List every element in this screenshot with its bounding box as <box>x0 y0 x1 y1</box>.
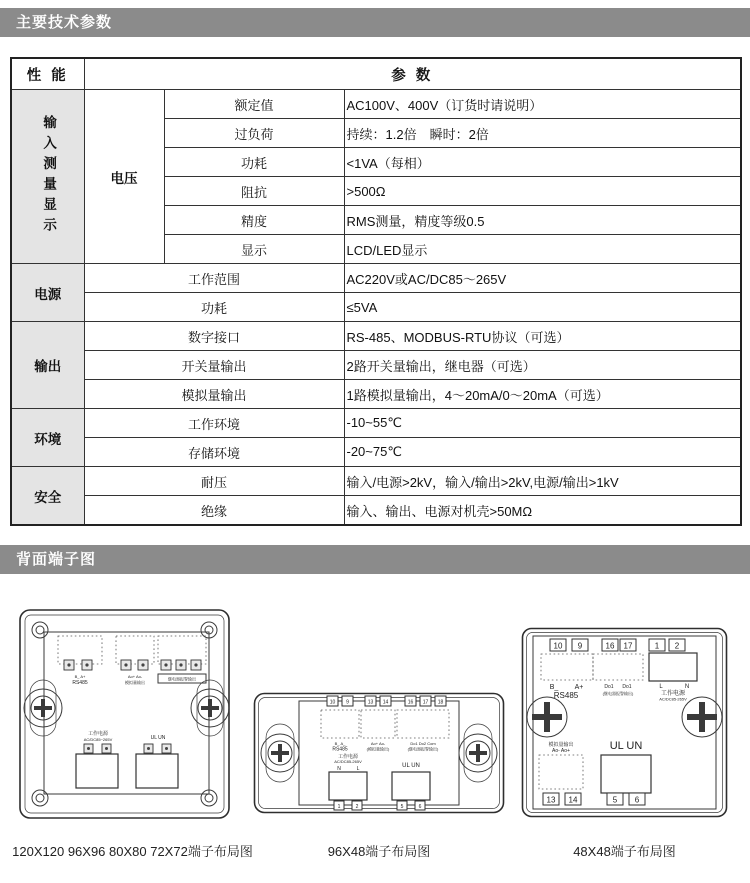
value-cell: RS-485、MODBUS-RTU协议（可选） <box>344 322 741 351</box>
attr-cell: 精度 <box>164 206 344 235</box>
svg-text:RS485: RS485 <box>332 746 348 753</box>
svg-text:Do1 Do2 Com: Do1 Do2 Com <box>410 741 436 746</box>
table-row <box>11 90 741 119</box>
svg-text:13: 13 <box>367 699 374 706</box>
svg-text:18: 18 <box>437 699 444 706</box>
svg-text:6: 6 <box>634 795 640 805</box>
svg-text:N: N <box>684 684 690 690</box>
svg-text:N: N <box>337 766 341 772</box>
category-environment: 环境 <box>11 409 84 467</box>
category-output: 输出 <box>11 322 84 409</box>
analog-output-terminal-group <box>361 710 395 752</box>
table-row <box>11 409 741 438</box>
attr-cell: 过负荷 <box>164 119 344 148</box>
attr-cell: 耐压 <box>84 467 344 496</box>
category-input-display <box>11 90 84 264</box>
top-terminal-row <box>327 696 446 706</box>
value-cell: 2路开关量输出，继电器（可选） <box>344 351 741 380</box>
subcategory-voltage: 电压 <box>84 90 164 264</box>
diagram-caption-96x48: 96X48端子布局图 <box>327 844 431 859</box>
table-row <box>11 322 741 351</box>
section-title-main-specs: 主要技术参数 <box>0 8 750 37</box>
svg-text:Ao- Ao+: Ao- Ao+ <box>552 748 570 754</box>
svg-text:B_ A+: B_ A+ <box>74 674 86 679</box>
value-cell: AC220V或AC/DC85～265V <box>344 264 741 293</box>
svg-text:5: 5 <box>400 804 404 810</box>
voltage-input-terminal-block <box>392 763 430 810</box>
svg-text:17: 17 <box>422 699 429 706</box>
panel-screw-icon <box>24 680 62 736</box>
terminal-diagram-120x120 <box>18 608 231 825</box>
attr-cell: 阻抗 <box>164 177 344 206</box>
table-row <box>11 293 741 322</box>
relay-output-terminal-group <box>158 636 206 683</box>
attr-cell: 数字接口 <box>84 322 344 351</box>
svg-text:1: 1 <box>337 804 341 810</box>
param-header: 参 数 <box>84 58 741 90</box>
value-cell: 持续：1.2倍 瞬时：2倍 <box>344 119 741 148</box>
attr-cell: 功耗 <box>84 293 344 322</box>
value-cell: LCD/LED显示 <box>344 235 741 264</box>
svg-text:5: 5 <box>612 795 618 805</box>
table-row <box>11 264 741 293</box>
attr-cell: 绝缘 <box>84 496 344 526</box>
table-row <box>11 467 741 496</box>
attr-cell: 存储环境 <box>84 438 344 467</box>
svg-text:13: 13 <box>546 795 556 805</box>
power-terminal-block <box>649 653 697 702</box>
value-cell: -10~55℃ <box>344 409 741 438</box>
table-row <box>11 438 741 467</box>
svg-text:Do1: Do1 <box>622 684 632 690</box>
value-cell: ≤5VA <box>344 293 741 322</box>
attr-cell: 功耗 <box>164 148 344 177</box>
value-cell: AC100V、400V（订货时请说明） <box>344 90 741 119</box>
value-cell: 输入/电源>2kV，输入/输出>2kV,电源/输出>1kV <box>344 467 741 496</box>
svg-text:UL UN: UL UN <box>150 735 166 741</box>
svg-text:Do1: Do1 <box>604 684 614 690</box>
svg-text:RS485: RS485 <box>553 691 579 700</box>
svg-text:工作电源: 工作电源 <box>87 731 109 737</box>
value-cell: 输入、输出、电源对机壳>50MΩ <box>344 496 741 526</box>
svg-text:(模拟量输出): (模拟量输出) <box>366 746 390 752</box>
table-row <box>11 351 741 380</box>
analog-output-terminal-group <box>116 636 154 685</box>
attr-cell: 工作环境 <box>84 409 344 438</box>
svg-text:AC/DC85-265V: AC/DC85-265V <box>334 759 362 764</box>
svg-text:(继电器报警输出): (继电器报警输出) <box>407 746 439 752</box>
svg-text:工作电源: 工作电源 <box>337 754 359 760</box>
category-label: 输入测量显示 <box>41 115 57 238</box>
svg-text:Ao+ Ao-: Ao+ Ao- <box>127 674 143 679</box>
category-safety: 安全 <box>11 467 84 526</box>
svg-text:模拟量输出: 模拟量输出 <box>125 680 145 685</box>
svg-text:(继电器报警输出): (继电器报警输出) <box>602 691 634 696</box>
svg-text:B_ A_: B_ A_ <box>334 741 346 746</box>
svg-text:B_: B_ <box>549 684 559 691</box>
svg-text:6: 6 <box>418 804 422 810</box>
svg-text:9: 9 <box>577 641 583 651</box>
svg-text:Ao+ Ao-: Ao+ Ao- <box>370 741 386 746</box>
panel-screw-icon <box>261 724 299 782</box>
power-terminal-block <box>329 753 367 810</box>
perf-header: 性 能 <box>11 58 84 90</box>
analog-output-terminal-group <box>539 741 583 805</box>
category-power: 电源 <box>11 264 84 322</box>
relay-output-terminal-group <box>593 654 643 696</box>
table-header-row <box>11 58 741 90</box>
svg-text:2: 2 <box>355 804 359 810</box>
svg-text:L: L <box>659 684 663 690</box>
svg-text:17: 17 <box>623 641 633 651</box>
table-row <box>11 380 741 409</box>
rs485-terminal-group <box>58 636 102 686</box>
terminal-diagram-96x48 <box>253 692 505 819</box>
svg-text:AC/DC85~265V: AC/DC85~265V <box>83 737 113 742</box>
svg-text:14: 14 <box>568 795 578 805</box>
value-cell: RMS测量，精度等级0.5 <box>344 206 741 235</box>
svg-text:工作电源: 工作电源 <box>660 691 686 697</box>
top-terminal-row <box>550 639 685 651</box>
voltage-input-terminal-block <box>136 735 178 788</box>
power-terminal-block <box>76 730 118 788</box>
svg-text:10: 10 <box>553 641 563 651</box>
value-cell: 1路模拟量输出，4～20mA/0～20mA（可选） <box>344 380 741 409</box>
section-title-rear-terminals: 背面端子图 <box>0 545 750 574</box>
svg-text:9: 9 <box>346 699 349 706</box>
attr-cell: 额定值 <box>164 90 344 119</box>
attr-cell: 开关量输出 <box>84 351 344 380</box>
svg-text:L: L <box>356 766 360 772</box>
value-cell: >500Ω <box>344 177 741 206</box>
terminal-diagram-48x48 <box>521 627 728 823</box>
panel-screw-icon <box>191 680 229 736</box>
spec-table <box>10 57 742 526</box>
svg-text:UL UN: UL UN <box>402 763 420 769</box>
rs485-terminal-group <box>321 710 359 753</box>
attr-cell: 工作范围 <box>84 264 344 293</box>
svg-text:16: 16 <box>407 699 414 706</box>
svg-text:UL UN: UL UN <box>609 740 643 752</box>
svg-text:A+: A+ <box>574 684 584 691</box>
panel-screw-icon <box>682 697 722 737</box>
svg-text:模拟量输出: 模拟量输出 <box>548 742 574 748</box>
svg-text:AC/DC85-265V: AC/DC85-265V <box>659 696 687 702</box>
value-cell: -20~75℃ <box>344 438 741 467</box>
svg-text:继电器报警输出: 继电器报警输出 <box>168 676 196 682</box>
svg-text:1: 1 <box>654 641 660 651</box>
panel-screw-icon <box>459 724 497 782</box>
svg-text:14: 14 <box>382 699 389 706</box>
diagram-caption-120x120: 120X120 96X96 80X80 72X72端子布局图 <box>12 844 253 859</box>
table-row <box>11 496 741 526</box>
svg-text:16: 16 <box>605 641 615 651</box>
attr-cell: 模拟量输出 <box>84 380 344 409</box>
attr-cell: 显示 <box>164 235 344 264</box>
panel-screw-icon <box>527 697 567 737</box>
voltage-input-terminal-block <box>601 740 651 805</box>
rs485-terminal-group <box>541 654 593 700</box>
svg-text:RS485: RS485 <box>72 680 88 686</box>
svg-text:10: 10 <box>329 699 336 706</box>
relay-output-terminal-group <box>397 710 449 752</box>
diagram-caption-48x48: 48X48端子布局图 <box>573 844 676 859</box>
corner-screw-icon <box>32 622 217 806</box>
svg-text:2: 2 <box>674 641 680 651</box>
value-cell: <1VA（每相） <box>344 148 741 177</box>
